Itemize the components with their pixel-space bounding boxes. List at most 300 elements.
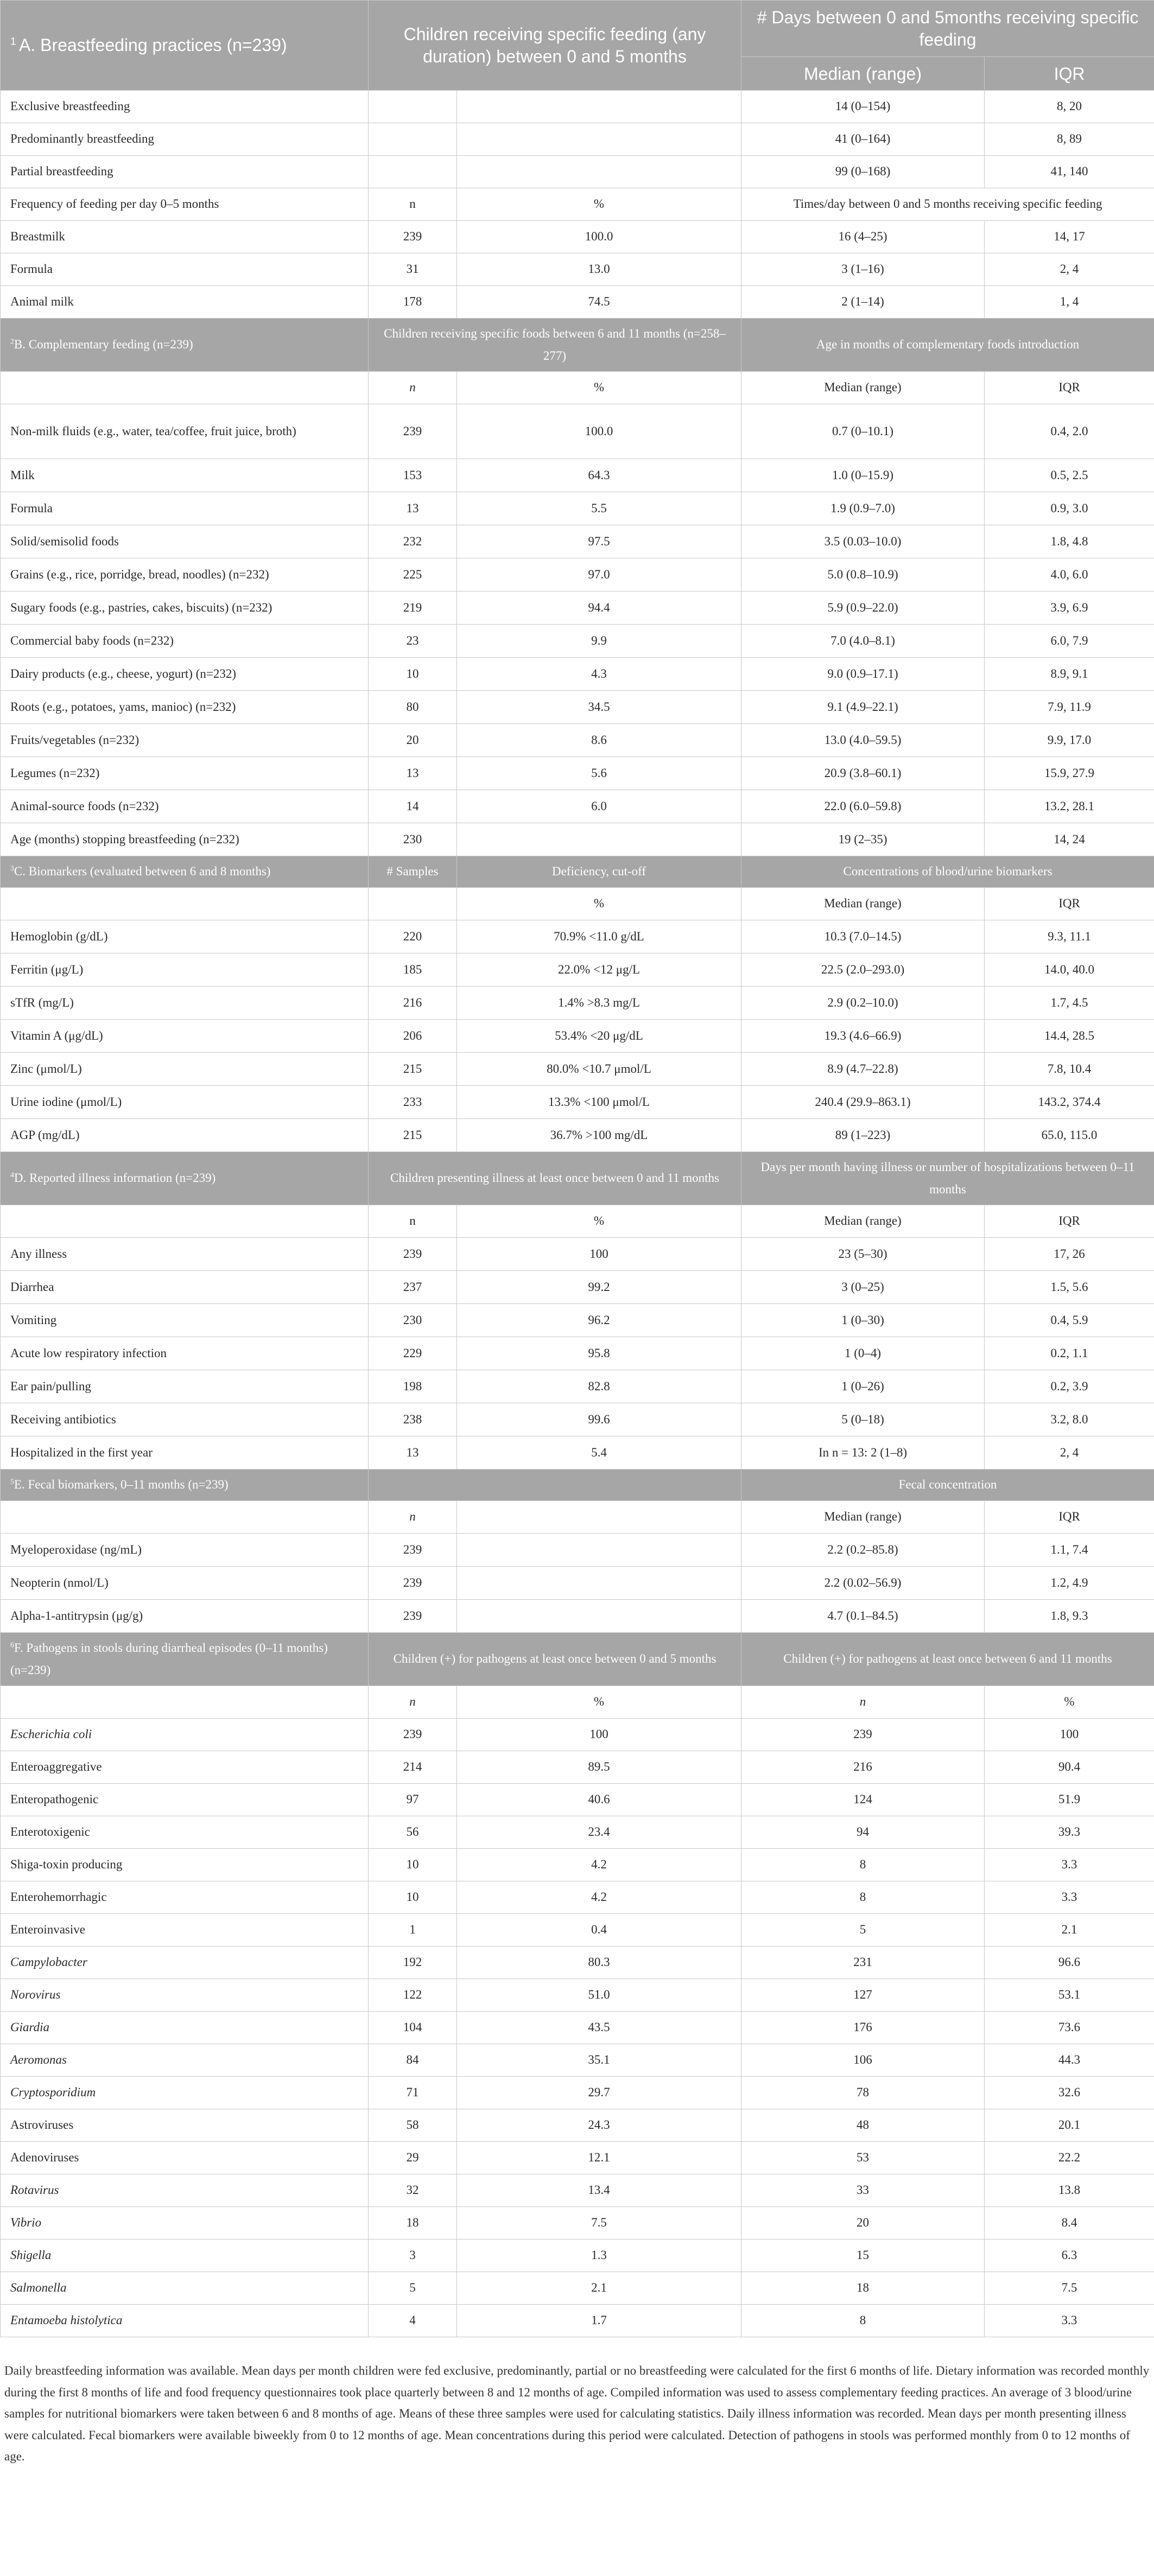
row-label: [1, 2305, 369, 2337]
table-cell-text: 8.6: [591, 733, 607, 747]
row-label: [1, 2044, 369, 2077]
table-cell-text: 22.0% <12 μg/L: [557, 962, 641, 976]
table-cell: [985, 1567, 1154, 1600]
table-cell-text: 100: [1060, 1727, 1079, 1741]
table-cell: [985, 1403, 1154, 1436]
table-cell: [741, 1567, 985, 1600]
row-label-text: Milk: [10, 468, 35, 482]
table-cell-text: 48: [857, 2118, 869, 2132]
table-cell-text: 1.2, 4.9: [1050, 1575, 1088, 1589]
table-cell-text: 73.6: [1058, 2020, 1081, 2034]
table-cell: [741, 2272, 985, 2305]
row-label: [1, 1719, 369, 1751]
table-cell: [741, 1947, 985, 1979]
table-cell-text: 10: [406, 1890, 419, 1904]
row-label: [1, 221, 369, 253]
table-cell-text: 53.4% <20 μg/dL: [555, 1028, 643, 1042]
table-cell-text: 20.1: [1058, 2118, 1081, 2132]
table-cell: [369, 1470, 741, 1501]
table-cell: [457, 757, 741, 790]
table-cell-text: 14.4, 28.5: [1044, 1028, 1094, 1042]
section-title: [1, 1152, 369, 1205]
table-cell: [741, 2077, 985, 2109]
table-cell-text: 23: [406, 633, 419, 647]
column-header: [741, 1470, 1154, 1501]
table-cell: [369, 1914, 457, 1947]
table-cell: [369, 920, 457, 953]
row-label: [1, 2077, 369, 2109]
table-cell-text: 2.1: [591, 2281, 607, 2295]
column-header: [369, 372, 457, 404]
column-header: [741, 1205, 985, 1238]
table-cell-text: 80.0% <10.7 μmol/L: [547, 1061, 651, 1076]
table-row: [1, 1881, 1154, 1914]
table-cell-text: 5.9 (0.9–22.0): [827, 600, 898, 614]
table-cell: [741, 492, 985, 525]
row-label-text: Astroviruses: [10, 2118, 74, 2132]
column-header-text: Children (+) for pathogens at least once between 0 and 5 months: [393, 1652, 717, 1666]
table-row: [1, 1020, 1154, 1053]
table-cell: [741, 1751, 985, 1784]
column-header-row: [1, 372, 1154, 404]
column-header: [369, 1686, 457, 1719]
table-cell-text: 34.5: [588, 699, 610, 714]
row-label-text: Animal-source foods (n=232): [10, 799, 159, 813]
footnote-marker: 2: [10, 337, 14, 346]
table-cell-text: 6.0, 7.9: [1050, 633, 1088, 647]
table-cell-text: 53: [857, 2151, 869, 2165]
column-header-text: Days per month having illness or number of hospitalizations between 0–11 months: [760, 1160, 1135, 1196]
table-cell: [985, 525, 1154, 558]
row-label-text: Entamoeba histolytica: [10, 2313, 123, 2327]
table-cell: [985, 1304, 1154, 1337]
row-label-text: Commercial baby foods (n=232): [10, 633, 174, 647]
table-cell: [985, 2044, 1154, 2077]
row-label-text: Urine iodine (μmol/L): [10, 1095, 122, 1109]
table-row: [1, 1751, 1154, 1784]
column-header-row: [1, 1686, 1154, 1719]
table-cell-text: 51.0: [588, 1988, 610, 2002]
table-cell-text: 1 (0–4): [844, 1346, 882, 1360]
row-label: [1, 286, 369, 319]
row-label-text: Receiving antibiotics: [10, 1412, 116, 1426]
table-row: [1, 2272, 1154, 2305]
table-cell: [741, 2174, 985, 2207]
table-cell: [741, 2207, 985, 2240]
row-label-text: Any illness: [10, 1246, 67, 1261]
table-cell-text: 215: [403, 1061, 422, 1076]
section-title-text: F. Pathogens in stools during diarrheal episodes (0–11 months) (n=239): [10, 1641, 328, 1677]
table-cell: [741, 221, 985, 253]
table-cell: [457, 1849, 741, 1881]
table-cell-text: 33: [857, 2183, 869, 2197]
table-cell: [985, 1947, 1154, 1979]
table-cell: [369, 591, 457, 625]
table-cell-text: 99.6: [588, 1412, 610, 1426]
table-cell: [369, 1979, 457, 2012]
table-cell: [985, 658, 1154, 691]
table-cell: [741, 823, 985, 856]
table-cell-text: 232: [403, 534, 422, 548]
table-cell: [741, 1849, 985, 1881]
row-label-text: Frequency of feeding per day 0–5 months: [10, 197, 219, 211]
table-row: [1, 2077, 1154, 2109]
table-cell: [457, 404, 741, 459]
table-row: [1, 790, 1154, 823]
table-cell-text: 239: [403, 1608, 422, 1623]
table-cell: [985, 1053, 1154, 1086]
table-cell-text: 9.9: [591, 633, 607, 647]
section-header-row: [1, 1633, 1154, 1686]
table-cell: [457, 823, 741, 856]
table-cell-text: 13.0: [588, 262, 610, 276]
row-label-text: AGP (mg/dL): [10, 1128, 80, 1142]
row-label-text: Shiga-toxin producing: [10, 1858, 123, 1872]
row-label-text: Formula: [10, 262, 53, 276]
table-cell-text: 1.7, 4.5: [1050, 995, 1088, 1009]
table-cell: [985, 1849, 1154, 1881]
table-cell-text: 0.5, 2.5: [1050, 468, 1088, 482]
table-cell-text: 1.8, 4.8: [1050, 534, 1088, 548]
table-cell: [985, 1979, 1154, 2012]
column-header-text: # Days between 0 and 5months receiving specific feeding: [757, 7, 1139, 49]
table-cell-text: 1.3: [591, 2248, 607, 2262]
column-header: [741, 57, 985, 91]
row-label: [1, 1238, 369, 1271]
row-label-text: Zinc (μmol/L): [10, 1061, 82, 1076]
column-header: [741, 372, 985, 404]
column-header: [457, 372, 741, 404]
table-cell-text: 78: [857, 2085, 869, 2100]
table-row: [1, 2044, 1154, 2077]
column-header: [741, 1686, 985, 1719]
table-cell-text: 0.2, 3.9: [1050, 1379, 1088, 1393]
row-label-text: Predominantly breastfeeding: [10, 132, 155, 146]
column-header: [985, 1501, 1154, 1534]
table-cell: [457, 1271, 741, 1304]
table-cell-text: 90.4: [1058, 1760, 1081, 1774]
table-cell: [457, 591, 741, 625]
table-cell-text: 185: [403, 962, 422, 976]
table-cell: [369, 1436, 457, 1470]
table-cell: [985, 790, 1154, 823]
row-label: [1, 658, 369, 691]
column-header-row: [1, 888, 1154, 920]
table-cell: [985, 221, 1154, 253]
table-cell-text: 124: [853, 1792, 872, 1807]
table-cell: [369, 1119, 457, 1152]
row-label: [1, 823, 369, 856]
table-cell: [369, 658, 457, 691]
table-cell: [457, 1238, 741, 1271]
row-label-text: Diarrhea: [10, 1280, 54, 1294]
table-row: [1, 253, 1154, 286]
table-cell-text: 3 (0–25): [841, 1280, 884, 1294]
table-row: [1, 987, 1154, 1020]
column-header: [985, 57, 1154, 91]
column-header: [985, 1205, 1154, 1238]
table-footnote: [0, 2337, 1154, 2467]
table-cell-text: 6.0: [591, 799, 607, 813]
row-label-text: Breastmilk: [10, 230, 65, 244]
table-cell-text: 3.3: [1061, 1858, 1077, 1872]
table-row: [1, 404, 1154, 459]
table-cell: [457, 920, 741, 953]
table-cell-text: 8: [859, 1858, 866, 1872]
section-title: [1, 1633, 369, 1686]
column-header: [741, 888, 985, 920]
row-label-text: Formula: [10, 501, 53, 515]
column-header-text: n: [409, 1695, 416, 1709]
table-cell-text: 20: [857, 2216, 869, 2230]
table-cell-text: 2.1: [1061, 1923, 1077, 1937]
table-cell-text: 5.6: [591, 766, 607, 780]
table-cell-text: 215: [403, 1128, 422, 1142]
table-cell: [369, 156, 457, 188]
table-cell: [457, 156, 741, 188]
table-cell: [985, 2240, 1154, 2272]
row-label: [1, 1271, 369, 1304]
table-cell-text: 239: [403, 1246, 422, 1261]
row-label: [1, 1914, 369, 1947]
table-cell: [741, 1304, 985, 1337]
table-cell-text: 9.0 (0.9–17.1): [827, 666, 898, 680]
table-row: [1, 920, 1154, 953]
table-row: [1, 2109, 1154, 2142]
table-cell: [985, 2207, 1154, 2240]
table-cell: [457, 123, 741, 156]
table-cell-text: 20.9 (3.8–60.1): [824, 766, 902, 780]
table-cell: [369, 823, 457, 856]
table-cell-text: 13: [406, 1445, 419, 1459]
table-cell: [369, 691, 457, 724]
table-cell-text: 13: [406, 766, 419, 780]
table-cell: [369, 253, 457, 286]
row-label-text: sTfR (mg/L): [10, 995, 74, 1009]
table-cell: [741, 920, 985, 953]
table-cell: [457, 724, 741, 757]
table-cell-text: 19.3 (4.6–66.9): [824, 1028, 902, 1042]
column-header-text: IQR: [1058, 1510, 1080, 1524]
table-cell-text: 8: [859, 1890, 866, 1904]
table-row: [1, 221, 1154, 253]
table-cell-text: 0.9, 3.0: [1050, 501, 1088, 515]
table-cell: [457, 221, 741, 253]
table-row: [1, 2174, 1154, 2207]
table-cell-text: 65.0, 115.0: [1041, 1128, 1098, 1142]
table-cell-text: 74.5: [588, 295, 610, 309]
table-cell-text: 1.0 (0–15.9): [832, 468, 894, 482]
column-header: [369, 1, 741, 91]
table-cell: [985, 1238, 1154, 1271]
table-cell-text: 13.3% <100 μmol/L: [548, 1095, 650, 1109]
table-cell: [369, 790, 457, 823]
row-label-text: Animal milk: [10, 295, 74, 309]
table-cell: [457, 1567, 741, 1600]
column-header-text: Median (range): [804, 63, 922, 84]
table-cell-text: 8, 89: [1057, 132, 1082, 146]
table-cell: [741, 591, 985, 625]
table-cell: [985, 987, 1154, 1020]
column-header-text: %: [1064, 1695, 1075, 1709]
table-cell-text: 43.5: [588, 2020, 610, 2034]
table-cell-text: 198: [403, 1379, 422, 1393]
table-row: [1, 1979, 1154, 2012]
table-cell-text: 70.9% <11.0 g/dL: [554, 929, 644, 943]
table-cell-text: 96.6: [1058, 1955, 1081, 1969]
table-cell-text: 238: [403, 1412, 422, 1426]
row-label-text: Vitamin A (μg/dL): [10, 1028, 103, 1042]
column-header-text: IQR: [1058, 1214, 1080, 1228]
table-cell: [369, 1719, 457, 1751]
table-cell: [369, 2109, 457, 2142]
table-cell: [985, 1816, 1154, 1849]
table-cell-text: 5.5: [591, 501, 607, 515]
row-label: [1, 2174, 369, 2207]
table-cell: [369, 1567, 457, 1600]
table-cell-text: 18: [857, 2281, 869, 2295]
table-cell-text: 3.5 (0.03–10.0): [824, 534, 902, 548]
column-header: [457, 888, 741, 920]
table-cell: [457, 2109, 741, 2142]
column-header: [985, 888, 1154, 920]
table-cell-text: 3.9, 6.9: [1050, 600, 1088, 614]
row-label: [1, 1020, 369, 1053]
column-header-text: n: [859, 1695, 866, 1709]
row-label: [1, 459, 369, 492]
table-cell: [985, 1914, 1154, 1947]
table-cell: [741, 757, 985, 790]
table-row: [1, 1719, 1154, 1751]
table-cell: [985, 1719, 1154, 1751]
table-cell: [741, 1053, 985, 1086]
table-cell: [985, 2305, 1154, 2337]
table-cell-text: 64.3: [588, 468, 610, 482]
table-cell-text: 97.5: [588, 534, 610, 548]
table-cell-text: 41 (0–164): [835, 132, 891, 146]
table-cell-text: 36.7% >100 mg/dL: [550, 1128, 648, 1142]
table-cell-text: 5: [859, 1923, 866, 1937]
table-cell-text: 13.4: [588, 2183, 610, 2197]
table-cell-text: 1.9 (0.9–7.0): [830, 501, 895, 515]
column-header-text: Median (range): [824, 380, 902, 395]
table-cell-text: 82.8: [588, 1379, 610, 1393]
table-cell-text: 1.7: [591, 2313, 607, 2327]
table-cell-text: 51.9: [1058, 1792, 1081, 1807]
table-cell: [369, 1304, 457, 1337]
table-cell-text: 0.4: [591, 1923, 607, 1937]
table-cell: [741, 1719, 985, 1751]
table-cell: [741, 2109, 985, 2142]
table-cell: [457, 1337, 741, 1370]
table-cell: [985, 1600, 1154, 1633]
row-label: [1, 1816, 369, 1849]
footnote-marker: 3: [10, 864, 14, 873]
table-cell: [741, 2012, 985, 2044]
table-cell: [985, 1337, 1154, 1370]
table-row: [1, 1119, 1154, 1152]
table-cell: [369, 1849, 457, 1881]
table-cell: [457, 525, 741, 558]
table-cell-text: 5 (0–18): [841, 1412, 884, 1426]
row-label-text: Partial breastfeeding: [10, 164, 113, 179]
table-row: [1, 1600, 1154, 1633]
table-row: [1, 492, 1154, 525]
row-label-text: Adenoviruses: [10, 2151, 79, 2165]
table-cell: [457, 1816, 741, 1849]
row-label-text: Fruits/vegetables (n=232): [10, 733, 140, 747]
row-label: [1, 1849, 369, 1881]
table-cell-text: 127: [853, 1988, 872, 2002]
row-label: [1, 525, 369, 558]
table-cell-text: 0.2, 1.1: [1050, 1346, 1088, 1360]
table-cell: [369, 1403, 457, 1436]
table-cell-text: 1.8, 9.3: [1050, 1608, 1088, 1623]
table-cell: [741, 1784, 985, 1816]
table-cell-text: 239: [403, 230, 422, 244]
row-label-text: Dairy products (e.g., cheese, yogurt) (n=232): [10, 666, 236, 680]
row-label-text: Enteropathogenic: [10, 1792, 99, 1807]
table-cell: [457, 492, 741, 525]
table-cell: [457, 1947, 741, 1979]
table-cell: [741, 724, 985, 757]
column-header-text: %: [593, 380, 605, 395]
row-label-text: Norovirus: [10, 1988, 61, 2002]
row-label: [1, 492, 369, 525]
column-header-row: [1, 1205, 1154, 1238]
table-cell: [741, 1271, 985, 1304]
table-cell: [741, 987, 985, 1020]
table-cell-text: 24.3: [588, 2118, 610, 2132]
table-cell-text: 22.2: [1058, 2151, 1081, 2165]
table-cell: [985, 2174, 1154, 2207]
table-cell: [369, 2240, 457, 2272]
section-title: [1, 1470, 369, 1501]
row-label-text: Aeromonas: [10, 2053, 67, 2067]
column-header-text: %: [593, 1214, 605, 1228]
table-cell: [741, 123, 985, 156]
column-header-text: n: [409, 197, 416, 211]
column-header-text: Concentrations of blood/urine biomarkers: [843, 864, 1052, 879]
table-cell: [741, 1119, 985, 1152]
table-cell-text: 96.2: [588, 1313, 610, 1327]
table-cell-text: 31: [406, 262, 419, 276]
table-cell-text: 32.6: [1058, 2085, 1081, 2100]
table-row: [1, 2207, 1154, 2240]
table-cell: [457, 790, 741, 823]
table-cell: [457, 459, 741, 492]
table-cell-text: 7.9, 11.9: [1048, 699, 1091, 714]
section-title: [1, 856, 369, 888]
footnote-marker: 5: [10, 1477, 14, 1486]
table-cell: [457, 1053, 741, 1086]
row-label: [1, 790, 369, 823]
row-label-text: Vibrio: [10, 2216, 42, 2230]
table-cell: [369, 1751, 457, 1784]
column-header-text: IQR: [1058, 896, 1080, 911]
table-cell-text: 9.1 (4.9–22.1): [827, 699, 898, 714]
table-row: [1, 757, 1154, 790]
table-cell: [457, 1436, 741, 1470]
table-cell: [741, 286, 985, 319]
table-cell-text: 17, 26: [1054, 1246, 1085, 1261]
table-cell-text: 10: [406, 1858, 419, 1872]
table-cell-text: 58: [406, 2118, 419, 2132]
table-cell: [1, 888, 369, 920]
column-header-text: Fecal concentration: [898, 1478, 997, 1492]
column-header-text: IQR: [1054, 63, 1085, 84]
table-cell-text: 0.4, 2.0: [1050, 424, 1088, 438]
